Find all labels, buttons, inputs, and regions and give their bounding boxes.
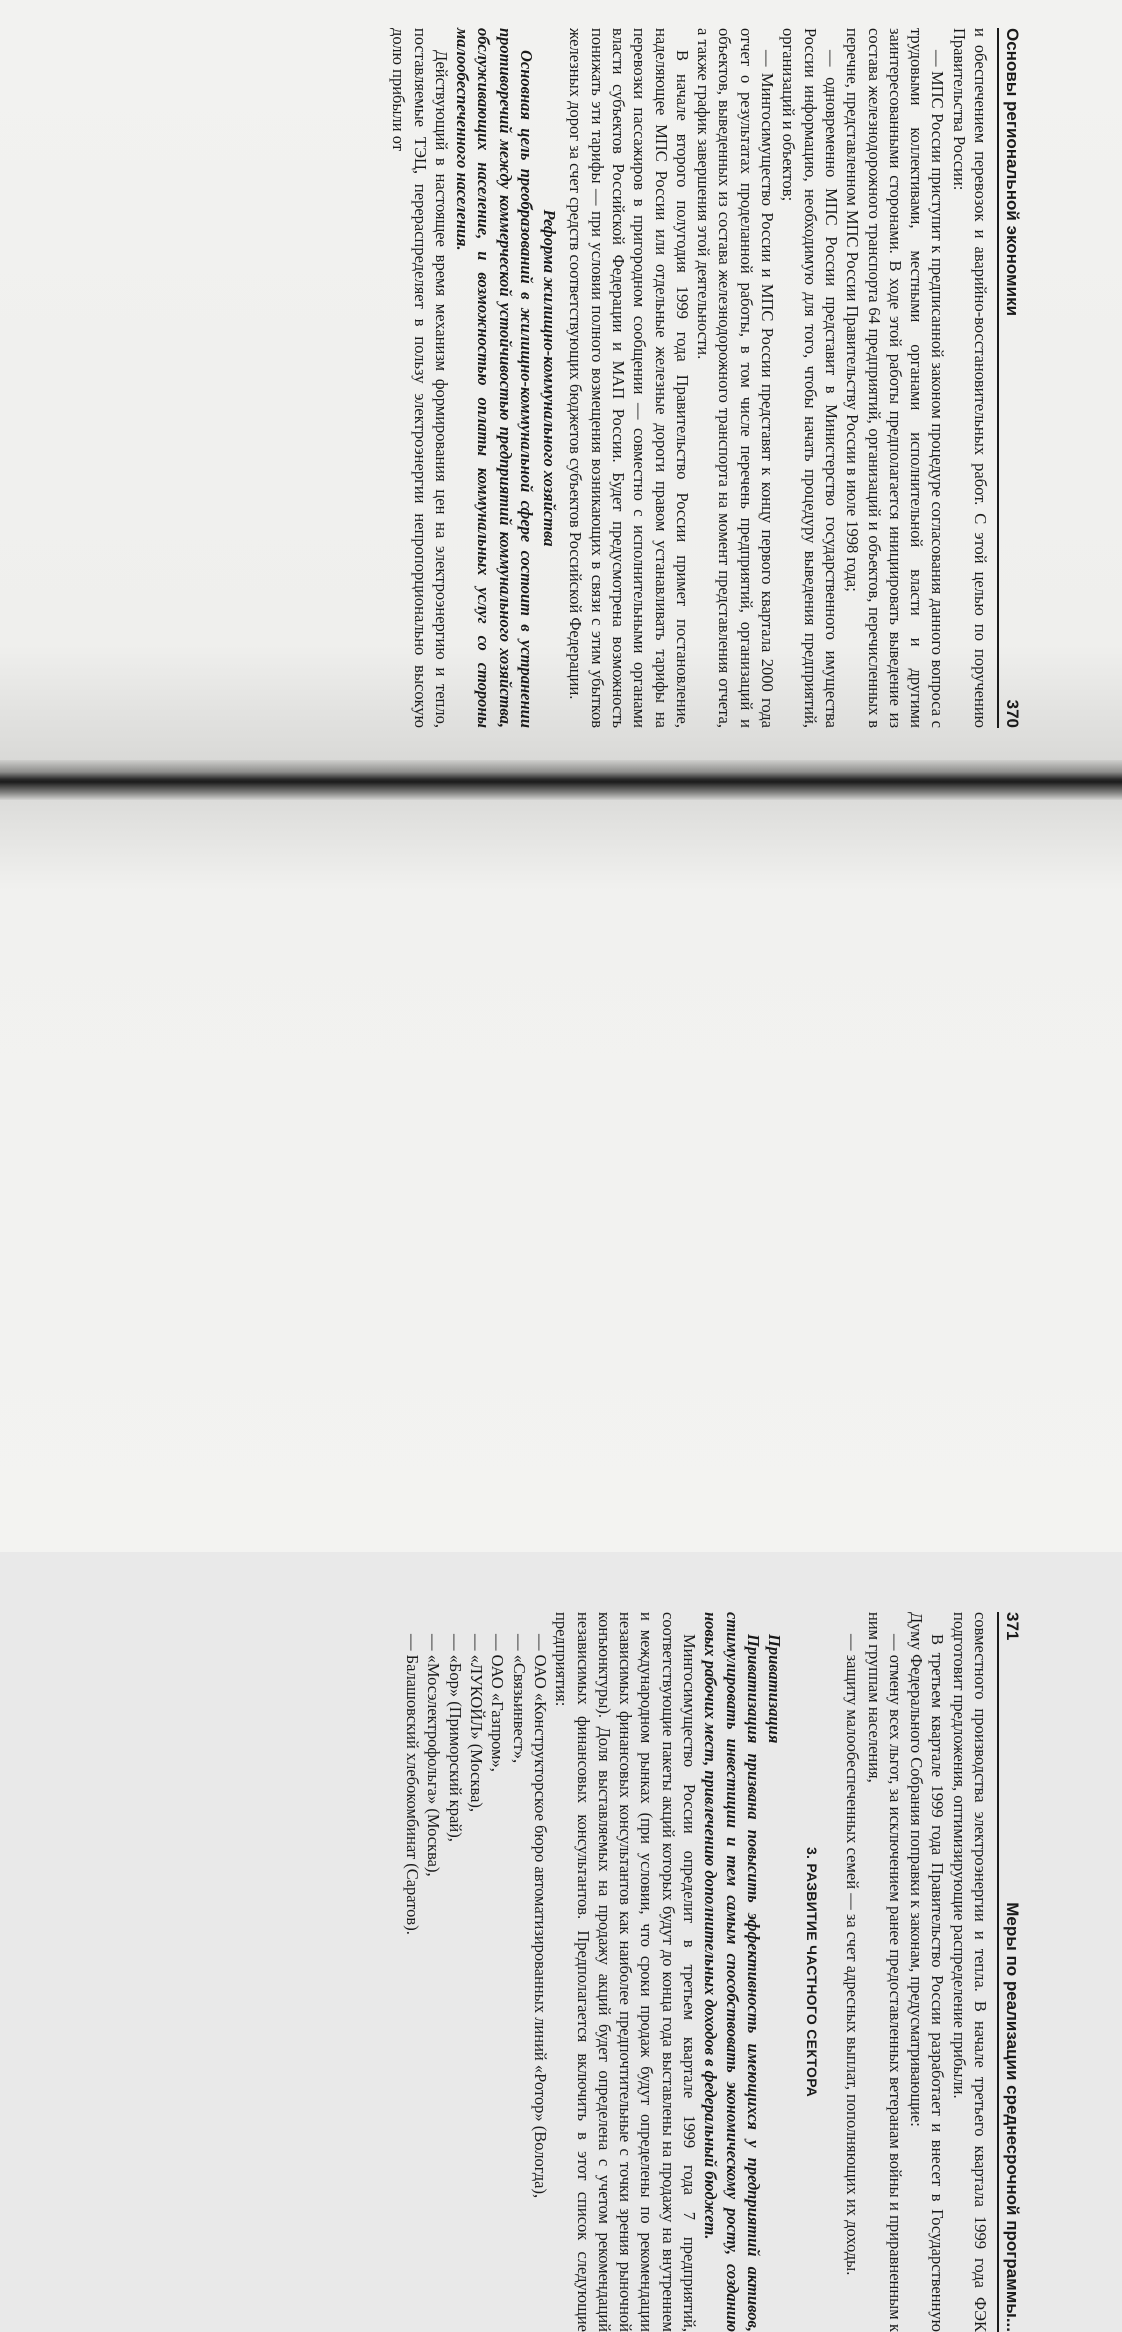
list-item: — «ЛУКОЙЛ» (Москва),: [467, 1634, 487, 1813]
paragraph: — МПС России приступит к предписанной законом процедуре согласования данного вопроса с трудовыми коллективами, местными органами исполнительной власти и другими заинтересованными сторонами. В ходе этой работы предполагается инициировать выведение из состава железнодорожного транспорта 64 предприятий, организаций и объектов, перечисленных в перечне, представленном МПС России Правительству России в июле 1998 года;: [843, 28, 948, 728]
list-item: — «Бор» (Приморский край),: [445, 1634, 465, 1842]
section-title: Реформа жилищно-коммунального хозяйства: [540, 209, 560, 547]
list-item: — Балашовский хлебокомбинат (Саратов).: [403, 1634, 423, 1935]
book-gutter: [0, 760, 1122, 800]
page-number: 370: [1003, 699, 1022, 728]
paragraph-italic: Основная цель преобразований в жилищно-коммунальной сфере состоит в устранении противоречий между коммерческой устойчивостью предприятий коммунального хозяйства, обслуживающих население, и возможностью оплаты коммунальных услуг со стороны малообеспеченного населения.: [453, 28, 537, 728]
list-item: — «Мосэлектрофольга» (Москва),: [424, 1634, 444, 1877]
paragraph: Действующий в настоящее время механизм формирования цен на электроэнергию и тепло, поставляемые ТЭЦ, перераспределяет в пользу электроэнергии непропорционально высокую долю прибыли от: [389, 28, 451, 728]
page-370: [0, 0, 1122, 760]
enterprise-list: [402, 1612, 551, 2332]
running-head: [997, 28, 1022, 728]
running-head-title: Основы региональной экономики: [1003, 28, 1022, 317]
paragraph: и обеспечением перевозок и аварийно-восстановительных работ. С этой целью по поручению Правительства России:: [949, 28, 990, 728]
list-item: — ОАО «Газпром»,: [488, 1634, 508, 1772]
list-item: — «Связьинвест»,: [509, 1634, 529, 1764]
section-title: Приватизация: [764, 1634, 784, 1744]
running-head: [997, 1612, 1022, 2332]
page-371-text-block: [102, 1612, 1022, 2332]
paragraph: — отмену всех льгот, за исключением ранее предоставленных ветеранам войны и приравненным к ним группам населения,: [864, 1612, 905, 2332]
paragraph: Мингосимущество России определит в третьем квартале 1999 года 7 предприятий, соответствующие пакеты акций которых будут до конца года выставлены на продажу на внутреннем и международном рынках (при условии, что сроки продаж будут определены по рекомендации независимых финансовых консультантов как наиболее предпочтительные с точки зрения рыночной конъюнктуры). Доля выставляемых на продажу акций будет определена с учетом рекомендаций независимых финансовых консультантов. Предполагается включить в этот список следующие предприятия:: [552, 1612, 700, 2332]
paragraph: — защиту малообеспеченных семей — за счет адресных выплат, пополняющих их доходы.: [843, 1634, 863, 2276]
page-number: 371: [1003, 1612, 1022, 1641]
page-371: [0, 800, 1122, 2332]
paragraph: В начале второго полугодия 1999 года Правительство России примет постановление, наделяющее МПС России или отдельные железные дороги правом устанавливать тарифы на перевозки пассажиров в пригородном сообщении — совместно с исполнительными органами власти субъектов Российской Федерации и МАП России. Будет предусмотрена возможность понижать эти тарифы — при условии полного возмещения возникающих в связи с этим убытков железных дорог за счет средств соответствующих бюджетов субъектов Российской Федерации.: [566, 28, 692, 728]
list-item: — ОАО «Конструкторское бюро автоматизированных линий «Ротор» (Вологда),: [530, 1634, 550, 2199]
paragraph: — Мингосимущество России и МПС России представят к концу первого квартала 2000 года отчет о результатах проделанной работы, в том числе перечень предприятий, организаций и объектов, выведенных из состава железнодорожного транспорта на момент представления отчета, а также график завершения этой деятельности.: [694, 28, 778, 728]
page-370-text-block: [102, 28, 1022, 728]
running-head-title: Меры по реализации среднесрочной программы...: [1003, 1902, 1022, 2332]
paragraph: — одновременно МПС России представит в Министерство государственного имущества России информацию, необходимую для того, чтобы начать процедуру выведения предприятий, организаций и объектов;: [779, 28, 841, 728]
chapter-title: 3. РАЗВИТИЕ ЧАСТНОГО СЕКТОРА: [803, 1846, 820, 2098]
paragraph-italic: Приватизация призвана повысить эффективность имеющихся у предприятий активов, стимулировать инвестиции и тем самым способствовать экономическому росту, созданию новых рабочих мест, привлечению дополнительных доходов в федеральный бюджет.: [701, 1612, 763, 2332]
paragraph: В третьем квартале 1999 года Правительство России разработает и внесет в Государственную Думу Федерального Собрания поправки к законам, предусматривающие:: [907, 1612, 948, 2332]
paragraph: совместного производства электроэнергии и тепла. В начале третьего квартала 1999 года ФЭК подготовит предложения, оптимизирующие распределение прибыли.: [949, 1612, 990, 2332]
